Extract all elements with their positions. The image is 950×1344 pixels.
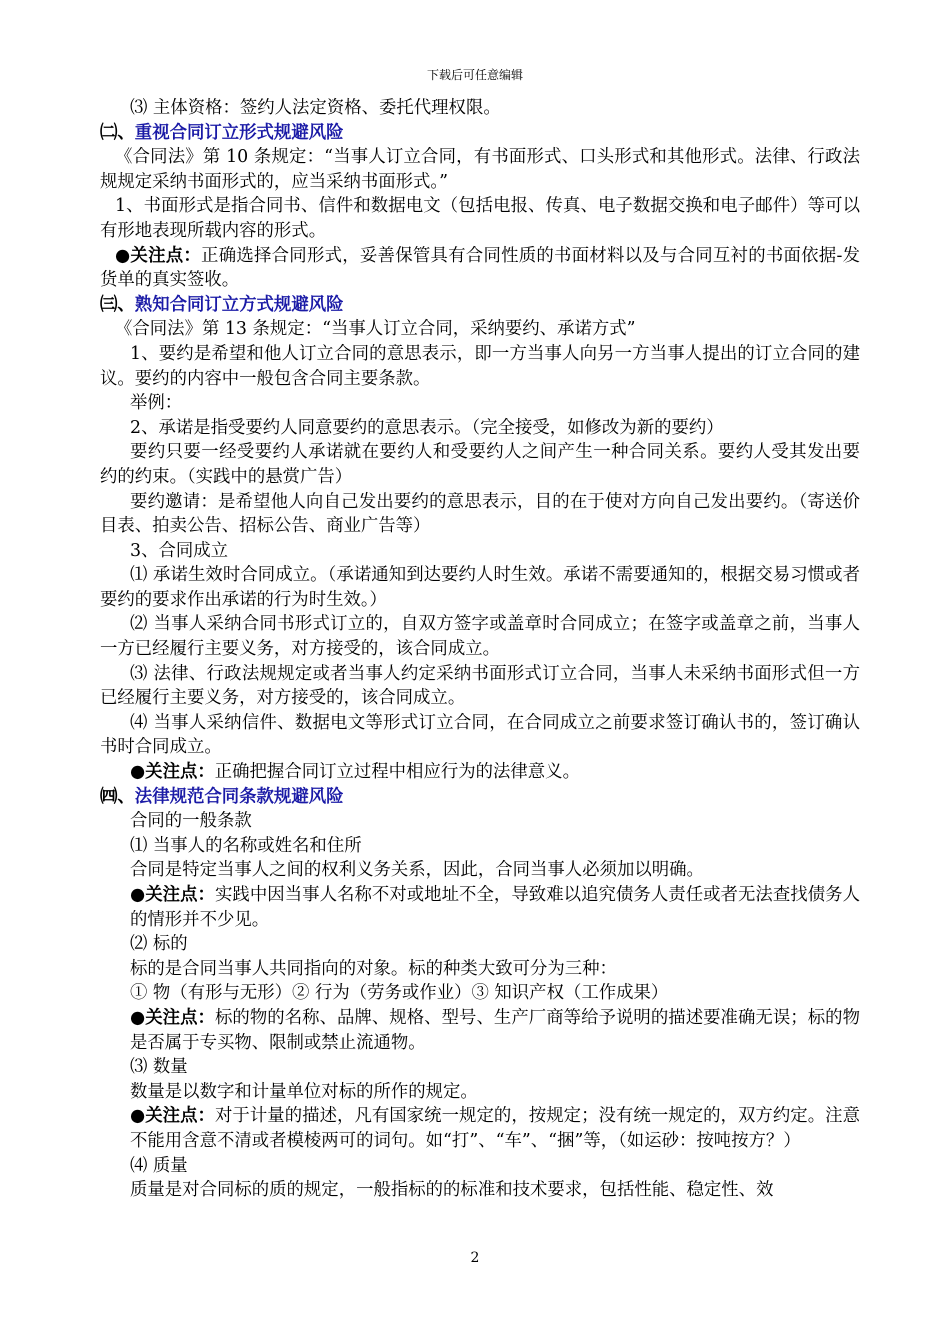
- note-paragraph: [100, 760, 860, 785]
- note-text: 标的物的名称、品牌、规格、型号、生产厂商等给予说明的描述要准确无误；标的物是否属于专买物、限制或禁止流通物。: [130, 1007, 860, 1053]
- paragraph: ⑵ 当事人采纳合同书形式订立的，自双方签字或盖章时合同成立；在签字或盖章之前，当事人一方已经履行主要义务，对方接受的，该合同成立。: [100, 614, 860, 660]
- section-heading-2: [100, 121, 860, 146]
- paragraph: 1、要约是希望和他人订立合同的意思表示，即一方当事人向另一方当事人提出的订立合同的建议。要约的内容中一般包含合同主要条款。: [100, 343, 860, 389]
- paragraph: ⑷ 质量: [130, 1155, 188, 1176]
- paragraph: 1、书面形式是指合同书、信件和数据电文（包括电报、传真、电子数据交换和电子邮件）等可以有形地表现所载内容的形式。: [100, 196, 860, 241]
- note-text: 对于计量的描述，凡有国家统一规定的，按规定；没有统一规定的，双方约定。注意不能用含意不清或者模棱两可的词句。如“打”、“车”、“捆”等，（如运砂：按吨按方？）: [130, 1106, 860, 1151]
- page-header: 下载后可任意编辑: [426, 68, 523, 82]
- paragraph: 要约邀请：是希望他人向自己发出要约的意思表示，目的在于使对方向自己发出要约。（寄送价目表、拍卖公告、招标公告、商业广告等）: [100, 491, 860, 537]
- paragraph: ⑴ 当事人的名称或姓名和住所: [130, 835, 362, 856]
- note-paragraph: [100, 244, 860, 293]
- note-label: ●关注点：: [130, 885, 215, 905]
- note-paragraph: [100, 883, 860, 932]
- paragraph: ⑴ 承诺生效时合同成立。（承诺通知到达要约人时生效。承诺不需要通知的，根据交易习惯或者要约的要求作出承诺的行为时生效。）: [100, 565, 860, 610]
- paragraph: ① 物（有形与无形）② 行为（劳务或作业）③ 知识产权（工作成果）: [130, 983, 669, 1004]
- section-heading-4: [100, 785, 860, 810]
- note-paragraph: [100, 1104, 860, 1153]
- paragraph: 合同是特定当事人之间的权利义务关系，因此，合同当事人必须加以明确。: [130, 860, 704, 881]
- paragraph: ⑶ 数量: [130, 1057, 188, 1078]
- note-text: 实践中因当事人名称不对或地址不全，导致难以追究债务人责任或者无法查找债务人的情形并不少见。: [130, 885, 860, 930]
- paragraph: 质量是对合同标的质的规定，一般指标的的标准和技术要求，包括性能、稳定性、效: [130, 1180, 774, 1201]
- paragraph: ⑶ 法律、行政法规规定或者当事人约定采纳书面形式订立合同，当事人未采纳书面形式但一方已经履行主要义务，对方接受的，该合同成立。: [100, 663, 860, 709]
- paragraph: 要约只要一经受要约人承诺就在要约人和受要约人之间产生一种合同关系。要约人受其发出要约的约束。（实践中的悬赏广告）: [100, 442, 860, 487]
- note-text: 正确把握合同订立过程中相应行为的法律意义。: [214, 762, 580, 783]
- heading-number: ㈡、: [100, 122, 135, 143]
- note-paragraph: [100, 1006, 860, 1055]
- paragraph: 《合同法》第 10 条规定：“当事人订立合同，有书面形式、口头形式和其他形式。法律、行政法规规定采纳书面形式的，应当采纳书面形式。”: [100, 147, 860, 192]
- paragraph: 数量是以数字和计量单位对标的所作的规定。: [130, 1081, 478, 1102]
- paragraph: ⑵ 标的: [130, 934, 188, 955]
- paragraph: ⑶ 主体资格：签约人法定资格、委托代理权限。: [130, 98, 501, 118]
- paragraph: 标的是合同当事人共同指向的对象。标的种类大致可分为三种：: [130, 958, 617, 979]
- note-label: ●关注点：: [130, 1106, 215, 1127]
- note-text: 正确选择合同形式，妥善保管具有合同性质的书面材料以及与合同互衬的书面依据-发货单的真实签收。: [100, 245, 860, 291]
- document-body: [100, 96, 860, 1203]
- heading-text: 重视合同订立形式规避风险: [134, 122, 344, 143]
- page-number: 2: [470, 1250, 480, 1266]
- note-label: ●关注点：: [115, 245, 202, 266]
- section-heading-3: [100, 293, 860, 318]
- paragraph: 3、合同成立: [130, 540, 229, 561]
- note-label: ●关注点：: [130, 1007, 215, 1028]
- note-label: ●关注点：: [130, 762, 215, 783]
- paragraph: ⑷ 当事人采纳信件、数据电文等形式订立合同，在合同成立之前要求签订确认书的，签订确认书时合同成立。: [100, 712, 860, 758]
- paragraph: 举例：: [130, 393, 183, 414]
- heading-text: 法律规范合同条款规避风险: [134, 786, 344, 807]
- paragraph: 《合同法》第 13 条规定：“当事人订立合同，采纳要约、承诺方式”: [115, 319, 636, 340]
- paragraph: 合同的一般条款: [130, 811, 252, 832]
- heading-number: ㈣、: [100, 786, 135, 807]
- heading-text: 熟知合同订立方式规避风险: [134, 294, 344, 315]
- paragraph: 2、承诺是指受要约人同意要约的意思表示。（完全接受，如修改为新的要约）: [130, 417, 724, 438]
- heading-number: ㈢、: [100, 294, 135, 315]
